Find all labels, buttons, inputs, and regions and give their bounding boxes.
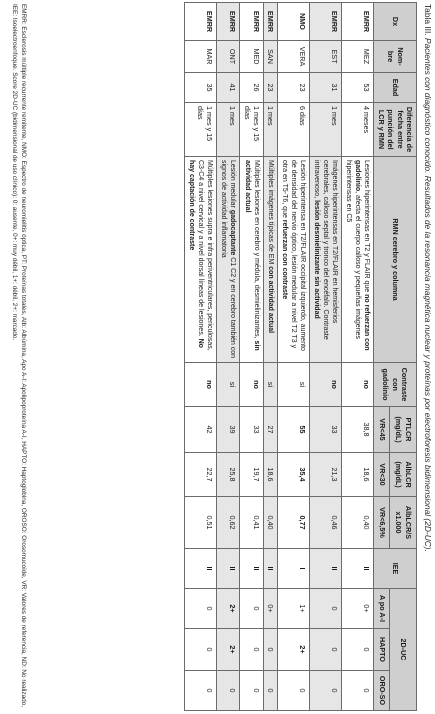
cell-nombre: EST (310, 41, 342, 73)
header-diferencia: Diferencia de fecha entre punción del LCR y RMN (374, 103, 417, 157)
cell-albcrs: 0,46 (310, 497, 342, 549)
rmn-pre-text: Lesión hiperintensa en T2/FLAIR occipital izquierdo, aumento de densidad del nervio óptico, lesión medular a nivel T2 T3 y otra en T5-T6, que (281, 160, 307, 351)
cell-contraste: sí (263, 363, 277, 407)
cell-rmn (278, 157, 310, 363)
table-row (310, 3, 342, 711)
rmn-bold-text: lesión desmielinizante sin actividad (313, 200, 321, 319)
cell-rmn (310, 157, 342, 363)
cell-albcr: 21,3 (310, 453, 342, 497)
cell-dx: EMRR (217, 3, 240, 41)
rmn-pre-text: Múltiples imágenes típicas de EM (267, 160, 275, 267)
cell-apo: 0+ (263, 589, 277, 629)
rmn-pre-text: Múltiples lesiones en cerebro y médula, desmielinizantes, (252, 160, 260, 341)
subheader-albcr: VR<30 (374, 453, 390, 497)
header-dx: Dx (374, 3, 417, 41)
cell-edad: 53 (342, 73, 374, 103)
cell-dx: EMRR (263, 3, 277, 41)
cell-edad: 23 (263, 73, 277, 103)
subheader-oroso: ORO-SO (374, 671, 390, 711)
table-row (278, 3, 310, 711)
cell-hapto: 2+ (217, 629, 240, 671)
cell-hapto: 2+ (278, 629, 310, 671)
subheader-albcrs: VR<6,5% (374, 497, 390, 549)
cell-hapto: 0 (240, 629, 264, 671)
cell-ptlcr: 38,8 (342, 407, 374, 453)
rmn-bold-text: con actividad actual (267, 266, 275, 334)
cell-iee: II (185, 549, 217, 589)
cell-hapto: 0 (263, 629, 277, 671)
cell-hapto: 0 (310, 629, 342, 671)
cell-albcrs: 0,40 (342, 497, 374, 549)
cell-edad: 41 (217, 73, 240, 103)
cell-diferencia: 1 mes y 15 días (240, 103, 264, 157)
cell-apo: 0 (240, 589, 264, 629)
cell-albcr: 18,6 (263, 453, 277, 497)
cell-nombre: VERA (278, 41, 310, 73)
rmn-bold-text: sin actividad actual (243, 160, 260, 351)
cell-edad: 35 (185, 73, 217, 103)
cell-oroso: 0 (263, 671, 277, 711)
cell-contraste: no (185, 363, 217, 407)
cell-contraste: no (310, 363, 342, 407)
caption-label: Tabla III. (423, 4, 433, 36)
rmn-post-text: , afecta el cuerpo calloso y pequeñas imágenes hiperintensas en C5 (345, 160, 362, 339)
cell-nombre: SAN (263, 41, 277, 73)
cell-oroso: 0 (278, 671, 310, 711)
rmn-pre-text: Imágenes hiperintensas en T2/FLAIR en hemisferios cerebrales, calloso septal y tronco del encéfalo. Contraste intravenoso, (313, 160, 339, 340)
cell-dx: EMRR (240, 3, 264, 41)
cell-diferencia: 1 mes (263, 103, 277, 157)
cell-oroso: 0 (185, 671, 217, 711)
table-row (240, 3, 264, 711)
cell-albcr: 19,7 (240, 453, 264, 497)
header-edad: Edad (374, 73, 417, 103)
cell-rmn (217, 157, 240, 363)
cell-contraste: sí (278, 363, 310, 407)
cell-contraste: no (342, 363, 374, 407)
cell-iee: I (278, 549, 310, 589)
header-nombre: Nom-bre (374, 41, 417, 73)
cell-ptlcr: 33 (310, 407, 342, 453)
rmn-bold-text: refuerzan con contraste (281, 219, 289, 300)
cell-albcr: 22,7 (185, 453, 217, 497)
cell-oroso: 0 (310, 671, 342, 711)
rmn-pre-text: Lesión medular (229, 160, 237, 210)
cell-albcrs: 0,40 (263, 497, 277, 549)
cell-iee: II (342, 549, 374, 589)
table-body (185, 3, 374, 711)
table-footnote: EMRR: Esclerosis múltiple recurrente remitente, NMO: Espectro de neuromielitis óptica, PT: Proteínas totales, Alb: Albúmina, Apo A-I: Apolipoproteína A-I, HAPTO: Haptoglobina, OROSO: Orosomucoide, VR: Valores de referencia, ND: No realizado, IEE: Isoelectroenfoque. Score 2D-UC (bidimensional de uso clínico): 0: ausente, 0+: muy débil, 1+: débil, 2+: marcado. (11, 4, 27, 708)
cell-dx: EMRR (342, 3, 374, 41)
rmn-post-text: C1 C2 y en cerebro también con signos de actividad inflamatoria (220, 160, 237, 359)
cell-nombre: MEZ (342, 41, 374, 73)
table-caption (422, 4, 433, 710)
header-2duc: 2D-UC (390, 589, 417, 711)
rmn-bold-text: No hay captación de contraste (188, 160, 205, 348)
subheader-apo: A po A-I (374, 589, 390, 629)
cell-apo: 0 (310, 589, 342, 629)
cell-diferencia: 1 mes y 15 días (185, 103, 217, 157)
header-rmn: RMN cerebro y columna (374, 157, 417, 363)
cell-rmn (263, 157, 277, 363)
header-albcrs: AlbLCR/S x1.000 (390, 497, 417, 549)
cell-rmn (185, 157, 217, 363)
cell-ptlcr: 42 (185, 407, 217, 453)
cell-dx: EMRR (185, 3, 217, 41)
rmn-bold-text: no refuerzan con gadolinio (354, 160, 371, 351)
table-row (217, 3, 240, 711)
cell-iee: II (310, 549, 342, 589)
header-contraste: Contraste con gadolinio (374, 363, 417, 407)
cell-oroso: 0 (342, 671, 374, 711)
cell-ptlcr: 33 (240, 407, 264, 453)
cell-nombre: MAR (185, 41, 217, 73)
subheader-ptlcr: VR<45 (374, 407, 390, 453)
cell-hapto: 0 (185, 629, 217, 671)
header-albcr: AlbLCR (mg/dL) (390, 453, 417, 497)
cell-diferencia: 1 mes (310, 103, 342, 157)
cell-albcrs: 0,77 (278, 497, 310, 549)
cell-diferencia: 1 mes (217, 103, 240, 157)
caption-text: Pacientes con diagnóstico conocido. Resultados de la resonancia magnética nuclear y proteínas por electroforesis bidimensional (2D-UC). (423, 37, 433, 552)
cell-rmn (240, 157, 264, 363)
cell-iee: II (263, 549, 277, 589)
header-iee: IEE (374, 549, 417, 589)
cell-oroso: 0 (240, 671, 264, 711)
rmn-bold-text: gadocaptante (229, 209, 237, 256)
cell-contraste: sí (217, 363, 240, 407)
table-row (342, 3, 374, 711)
results-table (184, 2, 417, 711)
header-ptlcr: PTLCR (mg/dL) (390, 407, 417, 453)
cell-ptlcr: 55 (278, 407, 310, 453)
cell-edad: 23 (278, 73, 310, 103)
cell-edad: 26 (240, 73, 264, 103)
cell-albcr: 25,8 (217, 453, 240, 497)
cell-apo: 1+ (278, 589, 310, 629)
cell-rmn (342, 157, 374, 363)
rmn-pre-text: Múltiples lesiones supra e infra periventriculares, periculosas, C3-C4 a nivel cervical y a nivel dorsal líneas de lesiones. (197, 160, 214, 351)
table-row (185, 3, 217, 711)
cell-iee: II (217, 549, 240, 589)
table-header (374, 3, 417, 711)
cell-edad: 31 (310, 73, 342, 103)
rmn-pre-text: Lesiones hiperintensas en T2 y FLAIR que (363, 160, 371, 295)
cell-dx: EMRR (310, 3, 342, 41)
cell-albcrs: 0,62 (217, 497, 240, 549)
cell-hapto: 0 (342, 629, 374, 671)
cell-nombre: MED (240, 41, 264, 73)
cell-albcrs: 0,51 (185, 497, 217, 549)
cell-apo: 0 (185, 589, 217, 629)
cell-ptlcr: 27 (263, 407, 277, 453)
cell-albcr: 35,4 (278, 453, 310, 497)
cell-iee: II (240, 549, 264, 589)
cell-ptlcr: 39 (217, 407, 240, 453)
cell-diferencia: 6 días (278, 103, 310, 157)
cell-albcr: 18,6 (342, 453, 374, 497)
cell-contraste: no (240, 363, 264, 407)
cell-nombre: ONT (217, 41, 240, 73)
subheader-hapto: HAPTO (374, 629, 390, 671)
cell-diferencia: 4 meses (342, 103, 374, 157)
cell-apo: 0+ (342, 589, 374, 629)
cell-dx: NMO (278, 3, 310, 41)
table-row (263, 3, 277, 711)
cell-apo: 2+ (217, 589, 240, 629)
cell-oroso: 0 (217, 671, 240, 711)
cell-albcrs: 0,41 (240, 497, 264, 549)
